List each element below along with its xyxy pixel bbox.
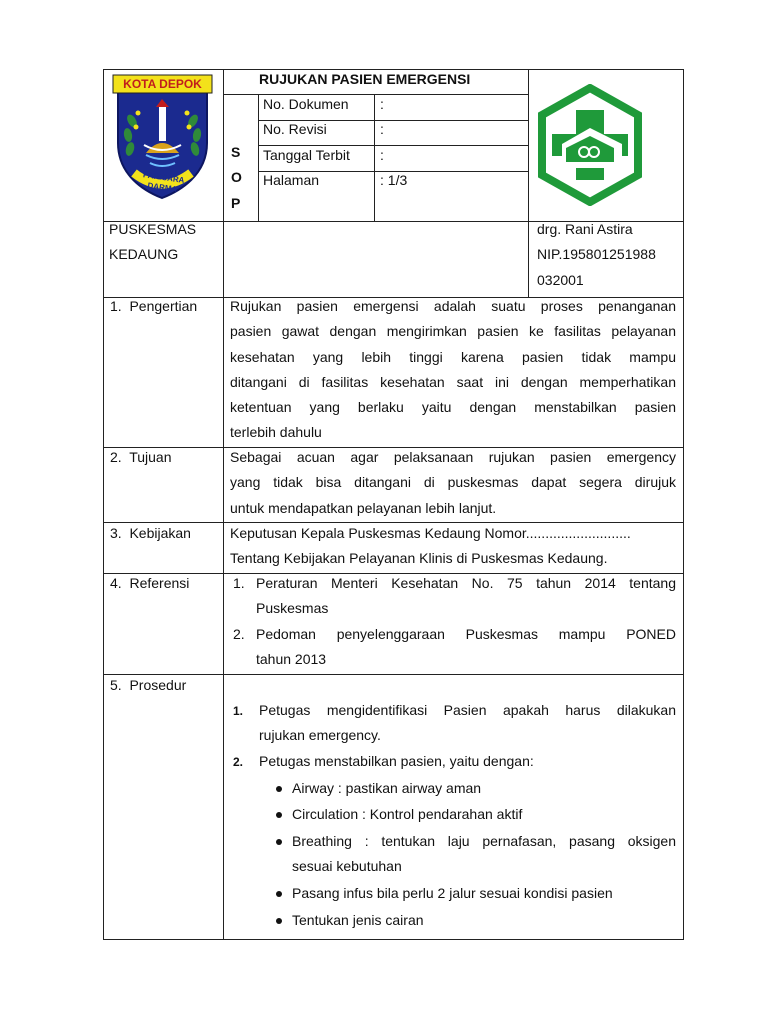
bullet-line: Circulation : Kontrol pendarahan aktif: [292, 806, 523, 822]
tujuan-text: [230, 445, 676, 521]
logo-top-text: KOTA DEPOK: [123, 77, 202, 91]
bullet-dot: [276, 786, 282, 792]
referensi-item: [256, 571, 676, 622]
signer-name: drg. Rani Astira: [537, 221, 633, 237]
pengertian-line: ditangani di fasilitas kesehatan saat ini dengan memperhatikan: [230, 373, 676, 390]
bullet-item: [292, 776, 676, 801]
puskesmas-name-line2: KEDAUNG: [109, 246, 179, 262]
section-label-referensi: 4. Referensi: [110, 575, 190, 591]
section-label-pengertian: 1. Pengertian: [110, 298, 198, 314]
kebijakan-line: Keputusan Kepala Puskesmas Kedaung Nomor...........................: [230, 525, 631, 541]
bullet-item: [292, 881, 682, 906]
bullet-line: sesuai kebutuhan: [292, 858, 402, 875]
section-label-kebijakan: 3. Kebijakan: [110, 525, 191, 541]
sop-letter-s: S: [231, 144, 241, 160]
section-label-prosedur: 5. Prosedur: [110, 677, 187, 693]
prosedur-step: [259, 749, 676, 774]
no-dokumen-label: No. Dokumen: [263, 96, 349, 112]
referensi-line: Peraturan Menteri Kesehatan No. 75 tahun 2014 tentang: [256, 575, 676, 591]
pengertian-line: kesehatan yang lebih tinggi karena pasien tidak mampu: [230, 348, 676, 365]
no-dokumen-value: :: [380, 96, 384, 112]
prosedur-step-number: 1.: [233, 704, 244, 718]
pengertian-line: terlebih dahulu: [230, 424, 322, 441]
prosedur-step-number: 2.: [233, 755, 244, 769]
section-label-tujuan: 2. Tujuan: [110, 449, 172, 465]
referensi-item-number: 2.: [233, 626, 245, 642]
bullet-item: [292, 908, 676, 933]
halaman-label: Halaman: [263, 172, 320, 188]
kota-depok-logo: [110, 73, 215, 201]
pengertian-text: [230, 294, 676, 446]
referensi-line: tahun 2013: [256, 651, 327, 668]
prosedur-step-line: Petugas menstabilkan pasien, yaitu dengan:: [259, 753, 534, 769]
sop-letter-p: P: [231, 195, 241, 211]
prosedur-step: [259, 698, 676, 749]
tujuan-line: yang tidak bisa ditangani di puskesmas dapat segera dirujuk: [230, 474, 676, 491]
kebijakan-line: Tentang Kebijakan Pelayanan Klinis di Puskesmas Kedaung.: [230, 550, 608, 567]
bullet-item: [292, 829, 676, 880]
kebijakan-text: [230, 521, 680, 572]
referensi-line: Puskesmas: [256, 600, 329, 617]
bullet-line: Breathing : tentukan laju pernafasan, pasang oksigen: [292, 833, 676, 849]
referensi-item: [256, 622, 676, 673]
puskesmas-name-line1: PUSKESMAS: [109, 221, 197, 237]
sop-letter-o: O: [231, 169, 242, 185]
tujuan-line: untuk mendapatkan pelayanan lebih lanjut.: [230, 499, 497, 516]
tanggal-terbit-value: :: [380, 147, 384, 163]
bullet-dot: [276, 812, 282, 818]
pengertian-line: Rujukan pasien emergensi adalah suatu proses penanganan: [230, 298, 676, 314]
bullet-dot: [276, 891, 282, 897]
no-revisi-label: No. Revisi: [263, 121, 327, 137]
pengertian-line: pasien gawat dengan mengirimkan pasien ke fasilitas pelayanan: [230, 323, 676, 340]
no-revisi-value: :: [380, 121, 384, 137]
bullet-dot: [276, 839, 282, 845]
puskesmas-logo: [536, 84, 644, 206]
referensi-item-number: 1.: [233, 575, 245, 591]
signer-nip-line1: NIP.195801251988: [537, 246, 656, 262]
logo-bottom-text: PARICARA DARMA: [142, 170, 186, 194]
prosedur-step-line: Petugas mengidentifikasi Pasien apakah harus dilakukan: [259, 702, 676, 718]
prosedur-step-line: rujukan emergency.: [259, 727, 381, 744]
pengertian-line: ketentuan yang berlaku yaitu dengan menstabilkan pasien: [230, 399, 676, 416]
tanggal-terbit-label: Tanggal Terbit: [263, 147, 350, 163]
signer-nip-line2: 032001: [537, 272, 584, 288]
tujuan-line: Sebagai acuan agar pelaksanaan rujukan pasien emergency: [230, 449, 676, 465]
bullet-dot: [276, 918, 282, 924]
bullet-item: [292, 802, 676, 827]
bullet-line: Tentukan jenis cairan: [292, 912, 424, 928]
referensi-line: Pedoman penyelenggaraan Puskesmas mampu PONED: [256, 626, 676, 642]
bullet-line: Pasang infus bila perlu 2 jalur sesuai kondisi pasien: [292, 885, 613, 901]
document-title: RUJUKAN PASIEN EMERGENSI: [259, 71, 471, 87]
bullet-line: Airway : pastikan airway aman: [292, 780, 482, 796]
halaman-value: : 1/3: [380, 172, 408, 188]
